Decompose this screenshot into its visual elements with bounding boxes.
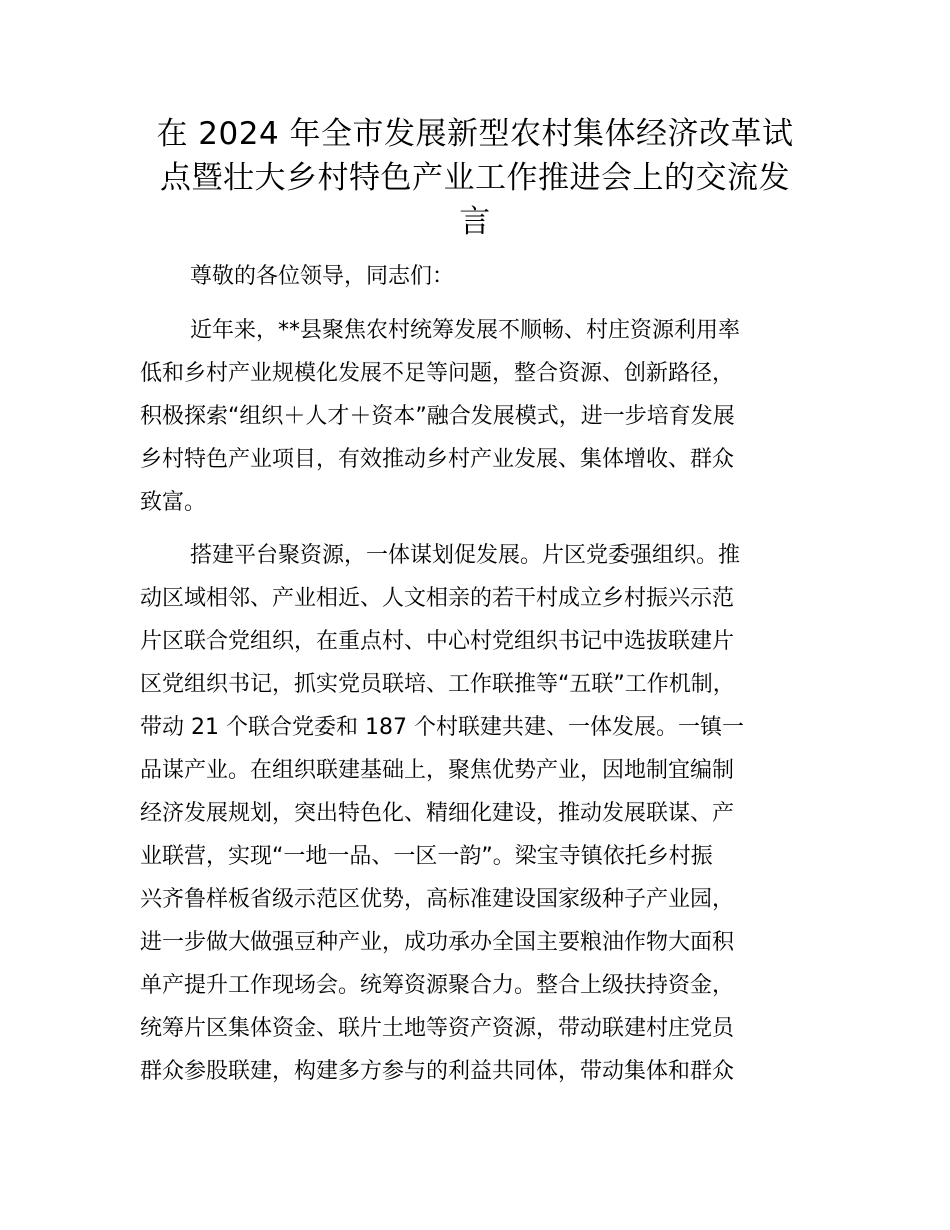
paragraph-1-line-1: 近年来，**县聚焦农村统筹发展不顺畅、村庄资源利用率 <box>190 318 741 343</box>
paragraph-2-line-1: 搭建平台聚资源，一体谋划促发展。片区党委强组织。推 <box>190 543 741 568</box>
paragraph-2-line-2: 动区域相邻、产业相近、人文相亲的若干村成立乡村振兴示范 <box>140 586 735 611</box>
title-line-2: 点暨壮大乡村特色产业工作推进会上的交流发 <box>160 160 790 196</box>
paragraph-2-line-4: 区党组织书记，抓实党员联培、工作联推等“五联”工作机制， <box>140 672 735 697</box>
paragraph-2-line-11: 单产提升工作现场会。统筹资源聚合力。整合上级扶持资金， <box>140 973 735 998</box>
paragraph-2-line-5: 带动 21 个联合党委和 187 个村联建共建、一体发展。一镇一 <box>140 715 744 740</box>
paragraph-2-line-9: 兴齐鲁样板省级示范区优势，高标准建设国家级种子产业园， <box>140 887 735 912</box>
paragraph-2-line-3: 片区联合党组织，在重点村、中心村党组织书记中选拔联建片 <box>140 629 735 654</box>
paragraph-2-line-10: 进一步做大做强豆种产业，成功承办全国主要粮油作物大面积 <box>140 930 735 955</box>
document-title <box>140 112 810 244</box>
title-line-3: 言 <box>459 204 491 240</box>
paragraph-2-line-8: 业联营，实现“一地一品、一区一韵”。梁宝寺镇依托乡村振 <box>140 844 713 869</box>
paragraph-1-line-5: 致富。 <box>140 490 207 515</box>
paragraph-2-line-12: 统筹片区集体资金、联片土地等资产资源，带动联建村庄党员 <box>140 1016 735 1041</box>
paragraph-2-line-13: 群众参股联建，构建多方参与的利益共同体，带动集体和群众 <box>140 1059 735 1084</box>
salutation: 尊敬的各位领导，同志们： <box>190 264 455 289</box>
paragraph-2-line-7: 经济发展规划，突出特色化、精细化建设，推动发展联谋、产 <box>140 801 735 826</box>
paragraph-1-line-4: 乡村特色产业项目，有效推动乡村产业发展、集体增收、群众 <box>140 447 735 472</box>
paragraph-1-line-3: 积极探索“组织＋人才＋资本”融合发展模式，进一步培育发展 <box>140 404 735 429</box>
title-line-1: 在 2024 年全市发展新型农村集体经济改革试 <box>156 116 794 152</box>
paragraph-2-line-6: 品谋产业。在组织联建基础上，聚焦优势产业，因地制宜编制 <box>140 758 735 783</box>
paragraph-1-line-2: 低和乡村产业规模化发展不足等问题，整合资源、创新路径， <box>140 361 735 386</box>
